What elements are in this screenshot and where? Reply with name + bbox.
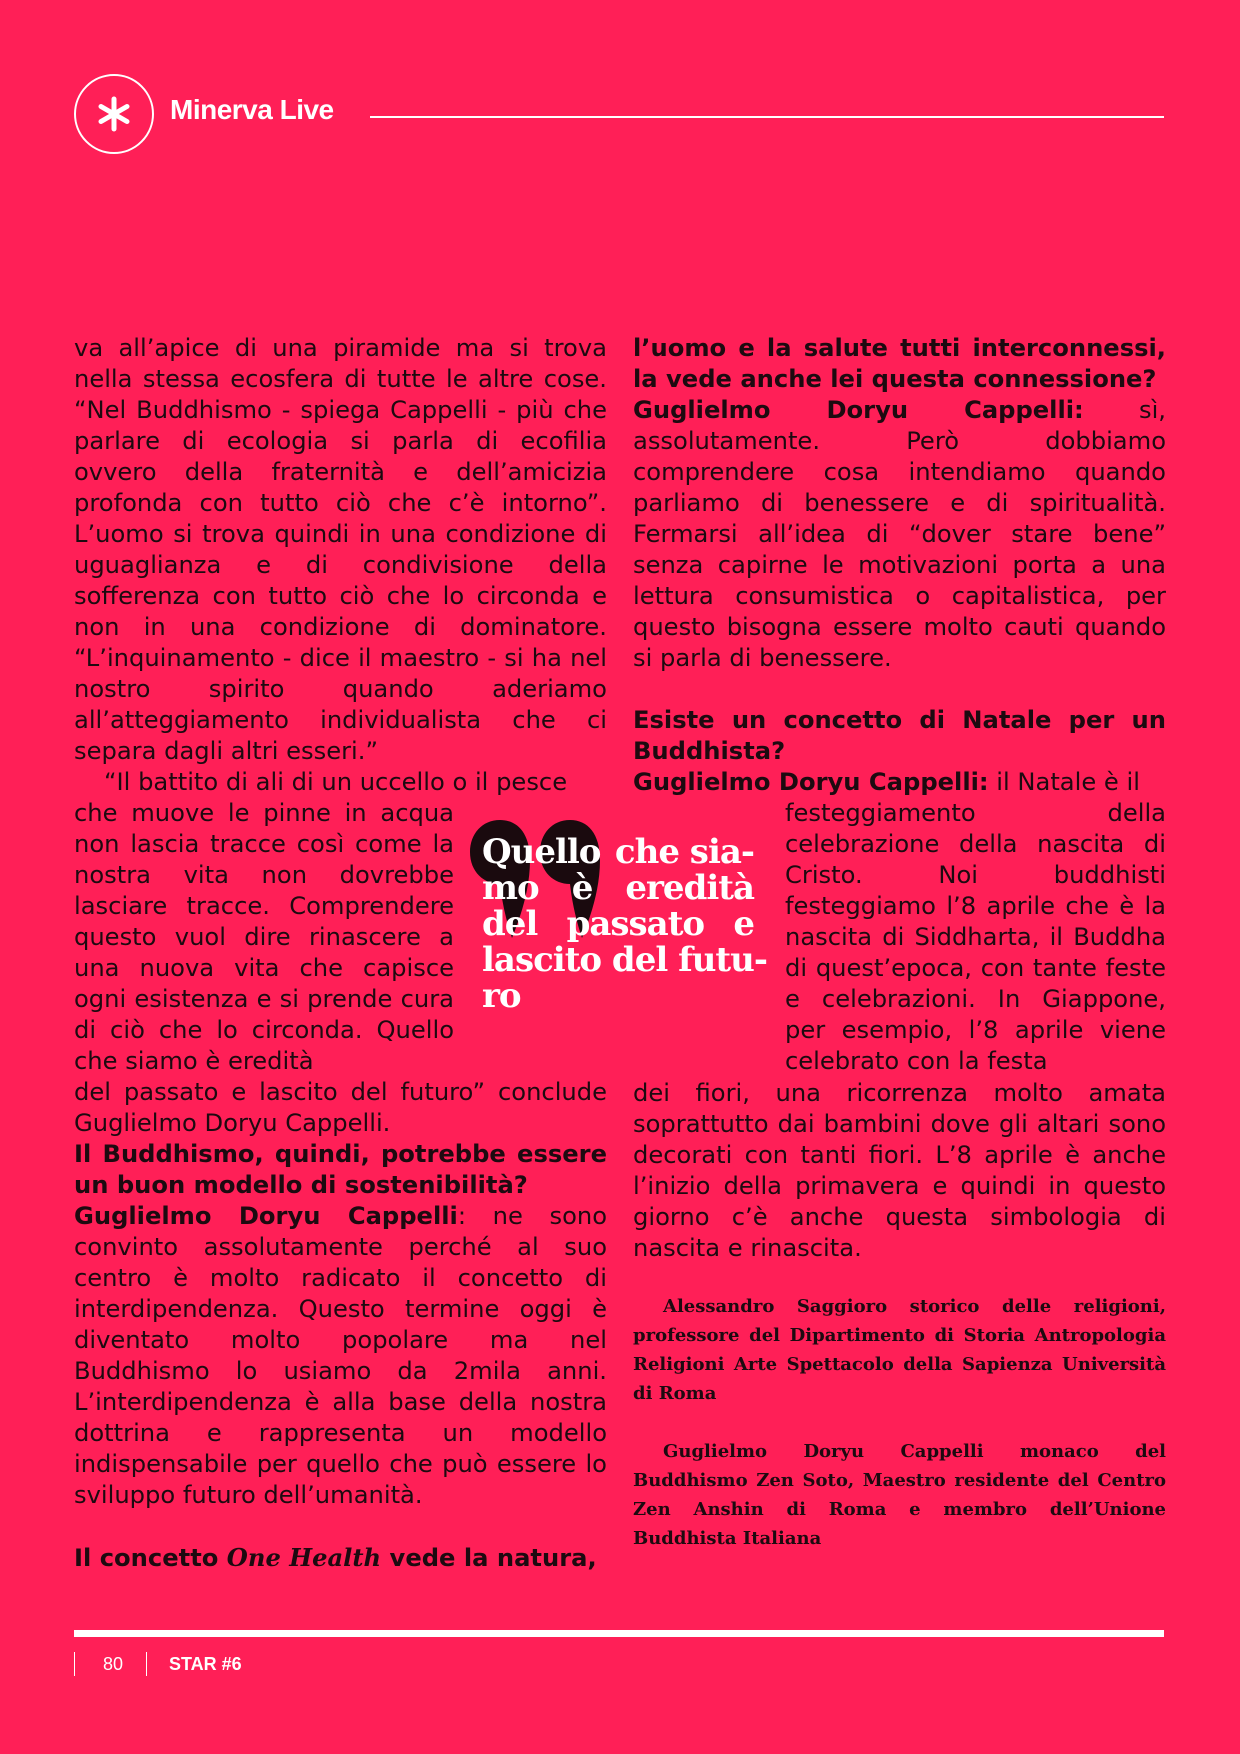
pull-quote: Quello che sia- mo è eredità del passato e lascito del futu- ro [482, 832, 767, 1016]
page-number: 80 [103, 1654, 124, 1674]
answer-text: sì, assolutamente. Però dobbiamo comprendere cosa intendiamo quando parliamo di benessere e di spiritualità. Fermarsi all’idea di “dover stare bene” senza capirne le motivazioni porta a una lettura consumistica o capitalistica, per questo bisogna essere molto cauti quando si parla di benessere. [633, 396, 1167, 672]
paragraph: dei fiori, una ricorrenza molto amata soprattutto dai bambini dove gli altari sono decorati con tanti fiori. L’8 aprile è anche l’inizio della primavera e quindi in questo giorno c’è anche questa simbologia di nascita e rinascita. [633, 1079, 1166, 1262]
paragraph-start: “Il battito di ali di un uccello o il pesce [104, 768, 568, 796]
answer [633, 767, 1166, 798]
footer-divider [74, 1630, 1164, 1637]
wrapped-text: che muove le pinne in acqua non lascia tracce così come la nostra vita non dovrebbe lasciare tracce. Comprendere questo vuol dire rinascere a una nuova vita che capisce ogni esistenza e si prende cura di ciò che lo circonda. Quello che siamo è eredità [74, 799, 454, 1075]
credit-cappelli: Guglielmo Doryu Cappelli monaco del Buddhismo Zen Soto, Maestro residente del Centro Zen Anshin di Roma e membro dell’Unione Buddhista Italiana [633, 1441, 1166, 1549]
magazine-issue: STAR #6 [169, 1654, 242, 1674]
credits [633, 1292, 1166, 1553]
emphasis: One Health [226, 1543, 382, 1572]
answer-text: : ne sono convinto assolutamente perché al suo centro è molto radicato il concetto di interdipendenza. Questo termine oggi è diventato molto popolare ma nel Buddhismo lo usiamo da 2mila anni. L’interdipendenza è alla base della nostra dottrina e rappresenta un modello indispensabile per quello che può essere lo sviluppo futuro dell’umanità. [74, 1202, 607, 1509]
page-header [74, 74, 1164, 158]
wrapped-text: festeggiamento della celebrazione della nascita di Cristo. Noi buddhisti festeggiamo l’8 aprile che è la nascita di Siddharta, il Buddha di quest’epoca, con tante feste e celebrazioni. In Giappone, per esempio, l’8 aprile viene celebrato con la festa [785, 799, 1166, 1075]
header-divider [370, 116, 1164, 118]
answer [74, 1201, 607, 1511]
footer-separator [74, 1652, 75, 1676]
paragraph: va all’apice di una piramide ma si trova nella stessa ecosfera di tutte le altre cose. “Nel Buddhismo - spiega Cappelli - più che parlare di ecologia si parla di ecofilia ovvero della fraternità e dell’amicizia profonda con tutto ciò che c’è intorno”. L’uomo si trova quindi in una condizione di uguaglianza e di condivisione della sofferenza con tutto ciò che lo circonda e non in una condizione di dominatore. “L’inquinamento - dice il maestro - si ha nel nostro spirito quando aderiamo all’atteggiamento individualista che ci separa dagli altri esseri.” [74, 334, 607, 765]
speaker-name: Guglielmo Doryu Cappelli: [633, 396, 1084, 424]
answer-text: il Natale è il [988, 768, 1140, 796]
section-title: Minerva Live [170, 94, 334, 125]
speaker-name: Guglielmo Doryu Cappelli: [633, 768, 989, 796]
question: Il Buddhismo, quindi, potrebbe essere un buon modello di sostenibilità? [74, 1140, 607, 1199]
asterisk-icon [96, 96, 132, 132]
answer [633, 395, 1166, 674]
credit-saggioro: Alessandro Saggioro storico delle religioni, professore del Dipartimento di Storia Antropologia Religioni Arte Spettacolo della Sapienza Università di Roma [633, 1296, 1166, 1404]
question: l’uomo e la salute tutti interconnessi, la vede anche lei questa connessione? [633, 334, 1166, 393]
paragraph: del passato e lascito del futuro” conclude Guglielmo Doryu Cappelli. [74, 1078, 607, 1137]
footer-separator [146, 1652, 147, 1676]
question: Esiste un concetto di Natale per un Buddhista? [633, 706, 1166, 765]
question: Il concetto One Health vede la natura, [74, 1543, 597, 1572]
logo [74, 74, 154, 154]
speaker-name: Guglielmo Doryu Cappelli [74, 1202, 458, 1230]
